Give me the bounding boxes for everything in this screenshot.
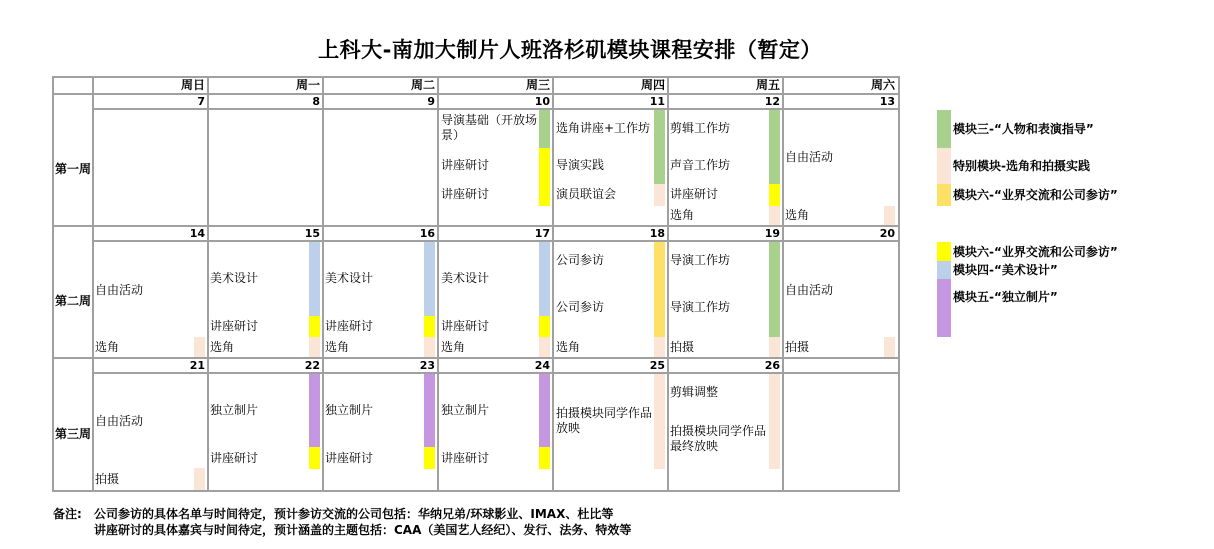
grid-week-line — [52, 357, 899, 359]
legend-label: 模块四-“美术设计” — [953, 263, 1058, 277]
event-sat-w1: 选角 — [785, 208, 810, 222]
module-bar-purple — [424, 374, 435, 447]
grid-week-line — [52, 225, 899, 227]
day-header-thu: 周四 — [640, 78, 665, 92]
date-cell: 17 — [534, 227, 550, 240]
event-sun-w3: 拍摄 — [95, 472, 120, 486]
event-fri-w1: 剪辑工作坊 — [670, 121, 731, 135]
legend-swatch-purple — [937, 279, 951, 337]
legend-label: 模块六-“业界交流和公司参访” — [953, 245, 1118, 259]
event-sat-w2: 自由活动 — [785, 283, 834, 297]
notes — [53, 506, 631, 538]
page-title: 上科大-南加大制片人班洛杉矶模块课程安排（暂定） — [318, 38, 822, 62]
grid-col-line — [207, 76, 209, 491]
event-fri-w2: 导演工作坊 — [670, 300, 731, 314]
legend-label: 模块三-“人物和表演指导” — [953, 122, 1094, 136]
grid-col-line — [92, 76, 94, 491]
grid-col-line — [782, 76, 784, 491]
event-wed-w2: 讲座研讨 — [441, 319, 490, 333]
event-fri-w3: 剪辑调整 — [670, 385, 719, 399]
module-bar-blue — [309, 242, 320, 316]
event-fri-w2: 导演工作坊 — [670, 253, 731, 267]
event-sat-w2: 拍摄 — [785, 340, 810, 354]
date-cell: 13 — [879, 95, 895, 108]
grid-border-left — [52, 76, 54, 492]
module-bar-yellow — [539, 447, 550, 469]
week-label-1: 第一周 — [55, 162, 92, 176]
module-bar-peach — [884, 337, 895, 357]
module-bar-green — [769, 110, 780, 184]
grid-date-line — [92, 108, 899, 110]
grid-col-line — [552, 76, 554, 491]
date-cell: 12 — [764, 95, 780, 108]
week-label-3: 第三周 — [55, 427, 92, 441]
legend-swatch-blue — [937, 261, 951, 279]
grid-border-bottom — [52, 490, 900, 492]
grid-date-line — [92, 372, 899, 374]
module-bar-yellow — [769, 184, 780, 206]
module-bar-peach — [194, 468, 205, 490]
module-bar-purple — [539, 374, 550, 447]
module-bar-peach — [769, 337, 780, 357]
module-bar-green — [769, 242, 780, 337]
date-cell: 26 — [764, 359, 780, 372]
grid-col-line — [667, 76, 669, 491]
legend-label: 模块五-“独立制片” — [953, 290, 1058, 304]
legend-swatch-gold — [937, 184, 951, 206]
event-sun-w3: 自由活动 — [95, 414, 144, 428]
event-wed-w1: 讲座研讨 — [441, 187, 490, 201]
date-cell: 10 — [534, 95, 550, 108]
module-bar-peach — [769, 374, 780, 469]
event-thu-w2: 公司参访 — [556, 300, 605, 314]
event-tue-w2: 美术设计 — [325, 271, 374, 285]
day-header-tue: 周二 — [410, 78, 435, 92]
date-cell: 18 — [649, 227, 665, 240]
module-bar-yellow — [539, 316, 550, 337]
date-cell: 21 — [189, 359, 205, 372]
date-cell: 15 — [304, 227, 320, 240]
module-bar-yellow — [424, 447, 435, 469]
date-cell: 14 — [189, 227, 205, 240]
module-bar-peach — [424, 337, 435, 357]
module-bar-yellow — [424, 316, 435, 337]
grid-date-line — [92, 240, 899, 242]
event-mon-w2: 美术设计 — [210, 271, 259, 285]
module-bar-peach — [654, 184, 665, 206]
event-fri-w1: 选角 — [670, 208, 695, 222]
module-bar-gold — [654, 242, 665, 337]
date-cell: 8 — [312, 95, 320, 108]
module-bar-green — [654, 110, 665, 184]
date-cell: 25 — [649, 359, 665, 372]
event-thu-w2: 选角 — [556, 340, 581, 354]
event-wed-w1: 导演基础（开放场景） — [441, 113, 538, 142]
module-bar-yellow — [539, 148, 550, 206]
module-bar-yellow — [309, 316, 320, 337]
day-header-mon: 周一 — [295, 78, 320, 92]
module-bar-peach — [884, 206, 895, 225]
event-fri-w2: 拍摄 — [670, 340, 695, 354]
module-bar-peach — [654, 374, 665, 469]
module-bar-green — [539, 110, 550, 148]
date-cell: 9 — [427, 95, 435, 108]
event-mon-w2: 选角 — [210, 340, 235, 354]
event-thu-w1: 导演实践 — [556, 158, 605, 172]
event-wed-w1: 讲座研讨 — [441, 158, 490, 172]
event-fri-w1: 声音工作坊 — [670, 158, 731, 172]
event-thu-w1: 选角讲座+工作坊 — [556, 121, 651, 135]
module-bar-purple — [309, 374, 320, 447]
event-tue-w2: 选角 — [325, 340, 350, 354]
day-header-sat: 周六 — [870, 78, 895, 92]
module-bar-peach — [769, 206, 780, 225]
date-cell: 22 — [304, 359, 320, 372]
event-wed-w2: 美术设计 — [441, 271, 490, 285]
module-bar-blue — [424, 242, 435, 316]
module-bar-peach — [309, 337, 320, 357]
event-wed-w2: 选角 — [441, 340, 466, 354]
event-sat-w1: 自由活动 — [785, 150, 834, 164]
module-bar-peach — [539, 337, 550, 357]
event-sun-w2: 选角 — [95, 340, 120, 354]
date-cell: 19 — [764, 227, 780, 240]
legend-label: 模块六-“业界交流和公司参访” — [953, 188, 1118, 202]
legend-label: 特别模块-选角和拍摄实践 — [953, 159, 1090, 173]
notes-label: 备注: — [53, 507, 82, 521]
event-wed-w3: 讲座研讨 — [441, 451, 490, 465]
module-bar-peach — [654, 337, 665, 357]
event-tue-w3: 讲座研讨 — [325, 451, 374, 465]
grid-border-right — [898, 76, 900, 492]
grid-border-top — [52, 76, 900, 78]
event-mon-w3: 独立制片 — [210, 403, 259, 417]
module-bar-blue — [539, 242, 550, 316]
week-label-2: 第二周 — [55, 294, 92, 308]
module-bar-yellow — [309, 447, 320, 469]
grid-col-line — [437, 76, 439, 491]
legend-swatch-green — [937, 110, 951, 148]
grid-col-line — [322, 76, 324, 491]
date-cell: 11 — [649, 95, 665, 108]
event-wed-w3: 独立制片 — [441, 403, 490, 417]
legend-swatch-yellow — [937, 242, 951, 261]
date-cell: 7 — [197, 95, 205, 108]
event-thu-w2: 公司参访 — [556, 253, 605, 267]
event-fri-w3: 拍摄模块同学作品最终放映 — [670, 424, 767, 453]
day-header-wed: 周三 — [525, 78, 550, 92]
legend-swatch-peach — [937, 148, 951, 184]
event-thu-w3: 拍摄模块同学作品放映 — [556, 406, 653, 435]
day-header-sun: 周日 — [180, 78, 205, 92]
date-cell: 23 — [419, 359, 435, 372]
event-sun-w2: 自由活动 — [95, 283, 144, 297]
date-cell: 20 — [879, 227, 895, 240]
event-tue-w3: 独立制片 — [325, 403, 374, 417]
notes-line-1: 公司参访的具体名单与时间待定，预计参访交流的公司包括：华纳兄弟/环球影业、IMAX、杜比等 — [94, 507, 614, 521]
event-tue-w2: 讲座研讨 — [325, 319, 374, 333]
date-cell: 24 — [534, 359, 550, 372]
module-bar-peach — [194, 337, 205, 357]
event-fri-w1: 讲座研讨 — [670, 187, 719, 201]
day-header-fri: 周五 — [755, 78, 780, 92]
event-mon-w2: 讲座研讨 — [210, 319, 259, 333]
event-thu-w1: 演员联谊会 — [556, 187, 617, 201]
date-cell: 16 — [419, 227, 435, 240]
notes-line-2: 讲座研讨的具体嘉宾与时间待定，预计涵盖的主题包括：CAA（美国艺人经纪）、发行、法务、特效等 — [94, 523, 632, 537]
grid-header-line — [52, 93, 899, 95]
event-mon-w3: 讲座研讨 — [210, 451, 259, 465]
